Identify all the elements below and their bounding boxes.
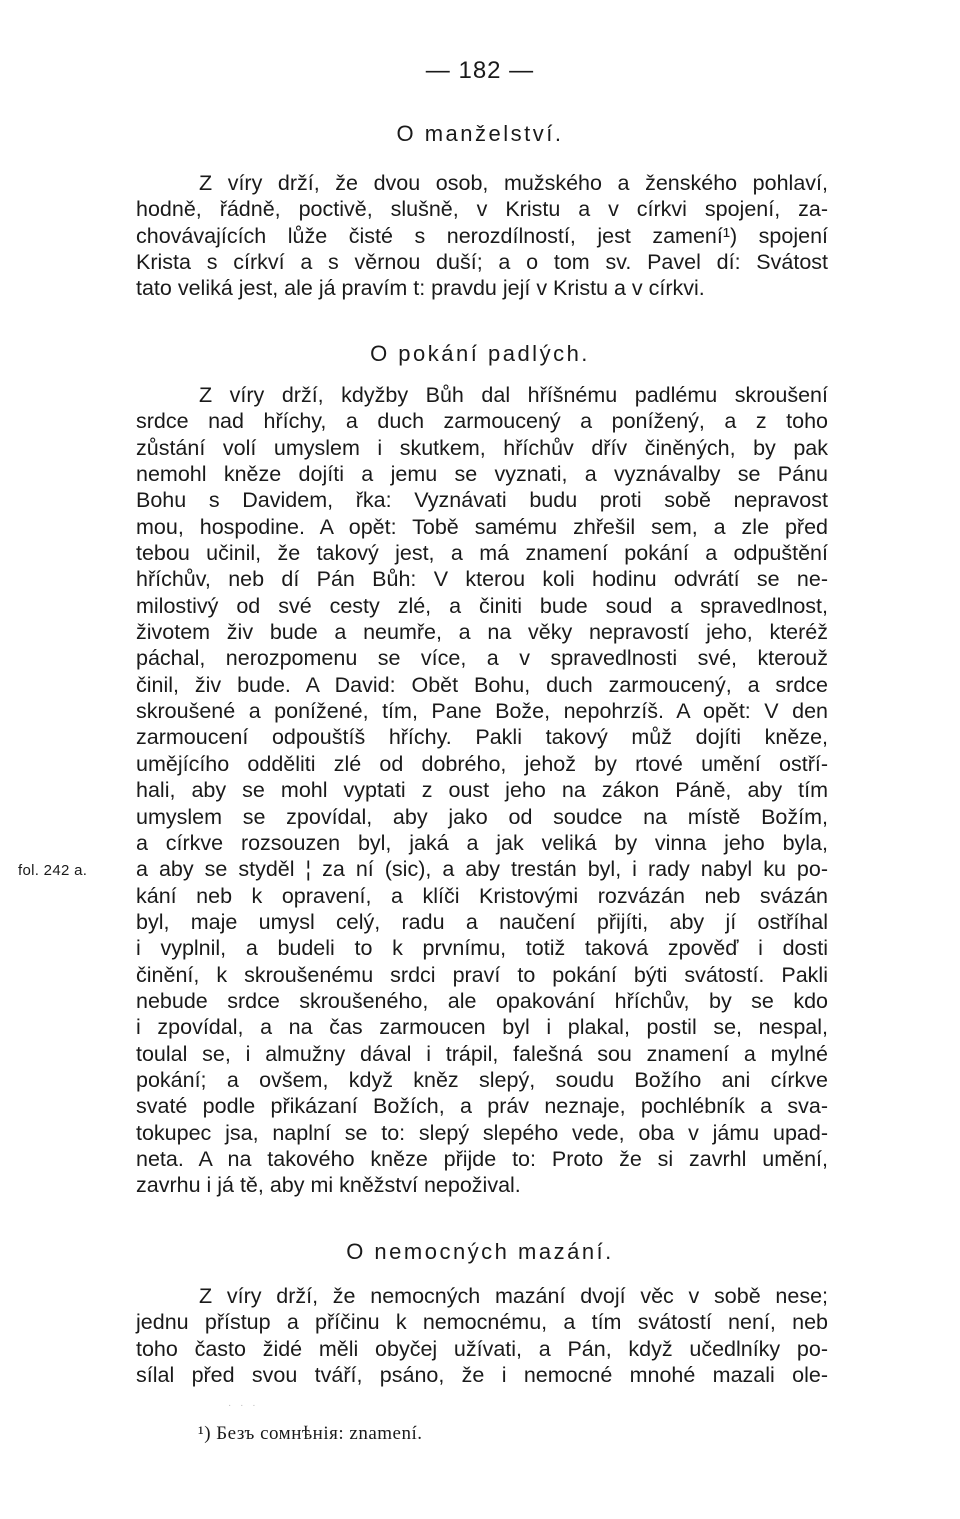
text-line: Bohu s Davidem, řka: Vyznávati budu proti sobě nepravost xyxy=(136,488,828,513)
text-line: nebude srdce skroušeného, ale opakování hříchův, by se kdo xyxy=(136,988,828,1013)
text-line: jednu přístup a příčinu k nemocnému, a tím svátostí není, neb xyxy=(136,1310,828,1335)
margin-folio-note: fol. 242 a. xyxy=(18,862,88,879)
paragraph-penance xyxy=(136,382,828,1199)
text-line: tokupec jsa, naplní se to: slepý slepého vede, oba v jámu upad- xyxy=(136,1120,828,1145)
text-line: neta. A na takového kněze přijde to: Proto že si zavrhl umění, xyxy=(136,1146,828,1171)
text-line: skroušené a ponížené, tím, Pane Bože, nepohrzíš. A opět: V den xyxy=(136,699,828,724)
text-line: zavrhu i já tě, aby mi kněžství nepožival. xyxy=(136,1173,521,1198)
text-line: i zpovídal, a na čas zarmoucen byl i plakal, postil se, nespal, xyxy=(136,1015,828,1040)
text-line: Z víry drží, kdyžby Bůh dal hříšnému padlému skroušení xyxy=(199,383,828,407)
text-line: mou, hospodine. A opět: Tobě samému zhřešil sem, a zle před xyxy=(136,514,828,539)
section-heading-anointing: O nemocných mazání. xyxy=(346,1239,614,1264)
text-line: Z víry drží, že nemocných mazání dvojí věc v sobě nese; xyxy=(199,1284,828,1308)
section-heading-penance: O pokání padlých. xyxy=(370,341,590,366)
scan-artifact: · · · xyxy=(228,1400,259,1411)
text-line: páchal, nerozpomenu se více, a v spravedlnosti své, kterouž xyxy=(136,646,828,671)
text-line: chovávajících lůže čisté s nerozdílností, jest zamení¹) spojení xyxy=(136,223,828,248)
text-line: činil, živ bude. A David: Obět Bohu, duch zarmoucený, a srdce xyxy=(136,672,828,697)
text-line: tebou učinil, že takový jest, a má znamení pokání a odpuštění xyxy=(136,541,828,566)
text-line: zůstání volí umyslem i skutkem, hříchův dřív činěných, by pak xyxy=(136,435,828,460)
text-line: zarmoucení odpouštíš hříchy. Pakli takový můž dojíti kněze, xyxy=(136,725,828,750)
text-line: nemohl kněze dojíti a jemu se vyznati, a vyznávalby se Pánu xyxy=(136,462,828,487)
text-line: umyslem se zpovídal, aby jako od soudce na místě Božím, xyxy=(136,804,828,829)
text-line: pokání; a ovšem, když kněz slepý, soudu Božího ani církve xyxy=(136,1067,828,1092)
text-line: hříchův, neb dí Pán Bůh: V kterou koli hodinu odvrátí se ne- xyxy=(136,567,828,592)
section-heading-marriage: O manželství. xyxy=(396,121,564,146)
text-line: kání neb k opravení, a klíči Kristovými rozvázán neb svázán xyxy=(136,883,828,908)
text-line: činění, k skroušenému srdci praví to pokání býti svátostí. Pakli xyxy=(136,962,828,987)
text-line: srdce nad hříchy, a duch zarmoucený a ponížený, a z toho xyxy=(136,409,828,434)
text-line: i vyplnil, a budeli to k prvnímu, totiž taková zpověď i dosti xyxy=(136,936,828,961)
text-line: a aby se styděl ¦ za ní (sic), a aby trestán byl, i rady nabyl ku po- xyxy=(136,857,828,882)
text-line: hali, aby se mohl vyptati z oust jeho na zákon Páně, aby tím xyxy=(136,778,828,803)
text-line: životem živ bude a neumře, a na věky nepravostí jeho, kteréž xyxy=(136,620,828,645)
text-line: umějícího odděliti zlé od dobrého, jehož by rtové umění ostří- xyxy=(136,751,828,776)
footnote: ¹) Безъ сомнѣнія: znamení. xyxy=(198,1423,423,1444)
text-line: hodně, řádně, poctivě, slušně, v Kristu a v církvi spojení, za- xyxy=(136,197,828,222)
paragraph-marriage xyxy=(136,170,828,302)
text-line: Krista s církví a s věrnou duší; a o tom sv. Pavel dí: Svátost xyxy=(136,250,828,275)
text-line: toulal se, i almužny dával i trápil, falešná sou znamení a mylné xyxy=(136,1041,828,1066)
paragraph-anointing xyxy=(136,1283,828,1388)
text-line: byl, maje umysl celý, radu a naučení přijíti, aby jí ostříhal xyxy=(136,909,828,934)
text-line: milostivý od své cesty zlé, a činiti bude soud a spravedlnost, xyxy=(136,593,828,618)
text-line: a církve rozsouzen byl, jaká a jak veliká by vinna jeho byla, xyxy=(136,830,828,855)
text-line: svaté podle přikázaní Božích, a práv neznaje, pochlébník a sva- xyxy=(136,1094,828,1119)
text-line: tato veliká jest, ale já pravím t: pravdu její v Kristu a v církvi. xyxy=(136,276,705,301)
text-line: toho často židé měli obyčej užívati, a Pán, když učedlníky po- xyxy=(136,1336,828,1361)
text-line: Z víry drží, že dvou osob, mužského a ženského pohlaví, xyxy=(199,171,828,195)
text-line: sílal před svou tváří, psáno, že i nemocné mnohé mazali ole- xyxy=(136,1363,828,1388)
page-number: — 182 — xyxy=(425,57,535,84)
